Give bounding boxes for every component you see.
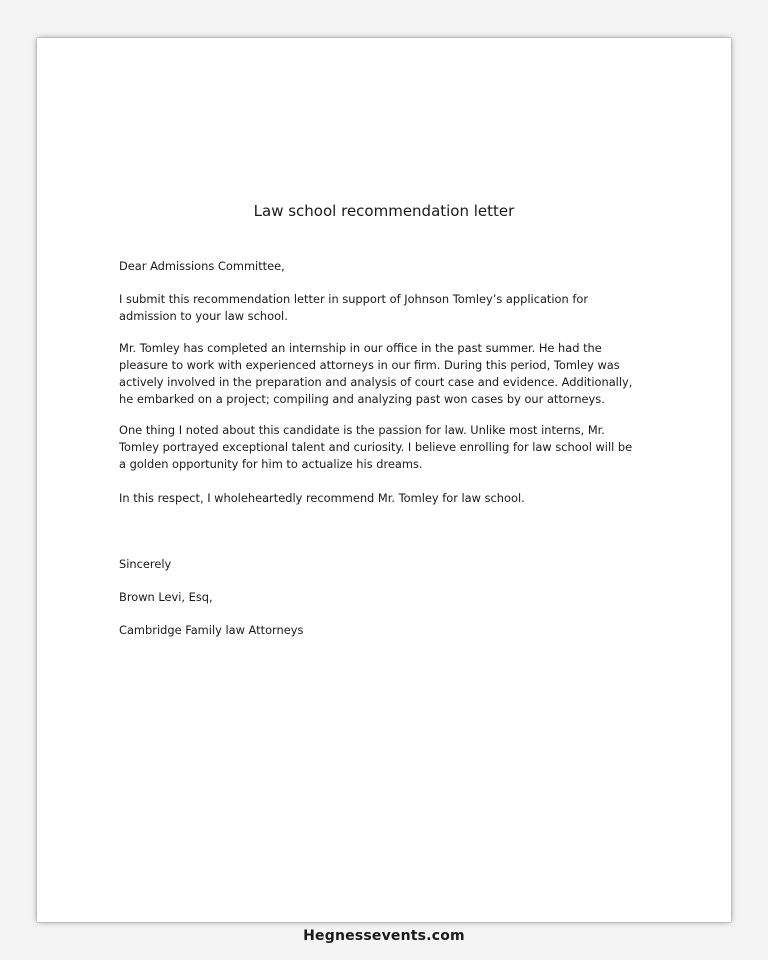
signer-name: Brown Levi, Esq, xyxy=(119,590,213,604)
closing: Sincerely xyxy=(119,557,172,571)
paragraph-intro: I submit this recommendation letter in support of Johnson Tomley’s application for admission to your law school. xyxy=(119,292,589,323)
letter-title: Law school recommendation letter xyxy=(253,202,515,220)
salutation: Dear Admissions Committee, xyxy=(119,259,285,273)
letter-page xyxy=(37,38,731,922)
paragraph-recommendation: In this respect, I wholeheartedly recommend Mr. Tomley for law school. xyxy=(119,491,525,505)
paragraph-internship: Mr. Tomley has completed an internship in our office in the past summer. He had the pleasure to work with experienced attorneys in our firm. During this period, Tomley was actively involved in the preparation and analysis of court case and evidence. Additionally, he embarked on a project; compiling and analyzing past won cases by our attorneys. xyxy=(119,341,633,406)
watermark-text: Hegnessevents.com xyxy=(303,928,465,944)
signer-firm: Cambridge Family law Attorneys xyxy=(119,623,304,637)
paragraph-passion: One thing I noted about this candidate is the passion for law. Unlike most interns, Mr. Tomley portrayed exceptional talent and curiosity. I believe enrolling for law school will be a golden opportunity for him to actualize his dreams. xyxy=(119,423,633,471)
